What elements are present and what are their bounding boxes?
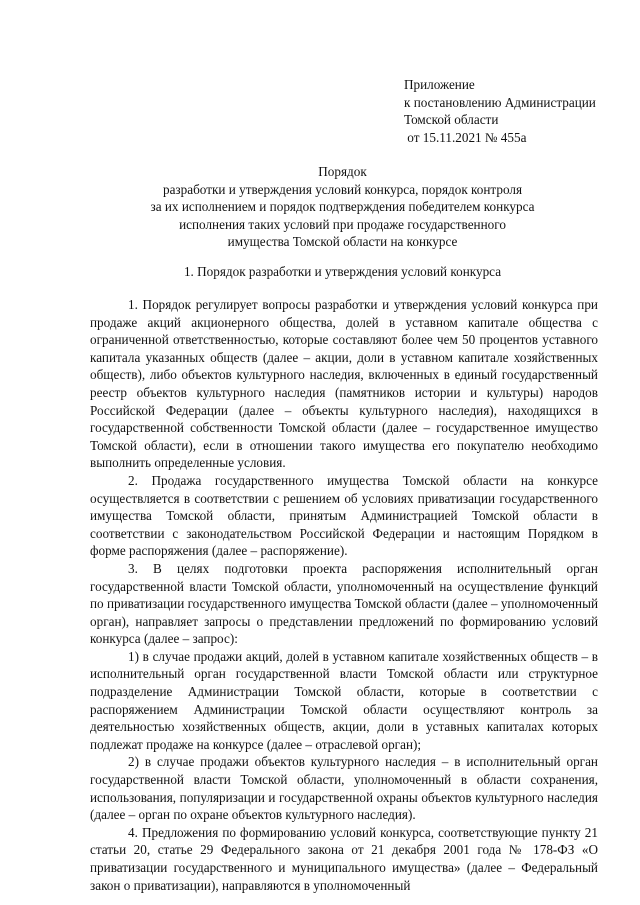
paragraph: 1) в случае продажи акций, долей в уставном капитале хозяйственных обществ – в исполнительный орган государственной власти Томской области или структурное подразделение Администрации Томской области, которые в соответствии с распоряжением Администрации Томской области осуществляют контроль за деятельностью хозяйственных обществ, акции, доли в уставных капиталах которых подлежат продаже на конкурсе (далее – отраслевой орган); xyxy=(90,648,598,752)
title-line: исполнения таких условий при продаже государственного xyxy=(179,216,506,232)
paragraph: 4. Предложения по формированию условий конкурса, соответствующие пункту 21 статьи 20, статье 29 Федерального закона от 21 декабря 2001 года № 178-ФЗ «О приватизации государственного и муниципального имущества» (далее – Федеральный закон о приватизации), направляются в уполномоченный xyxy=(90,824,598,893)
appendix-line: от 15.11.2021 № 455а xyxy=(404,129,527,145)
paragraph: 1. Порядок регулирует вопросы разработки и утверждения условий конкурса при продаже акций акционерного общества, долей в уставном капитале общества с ограниченной ответственностью, которые составляют более чем 50 процентов уставного капитала указанных обществ (далее – акции, доли в уставном капитале хозяйственных обществ), либо объектов культурного наследия, включенных в единый государственный реестр объектов культурного наследия (памятников истории и культуры) народов Российской Федерации (далее – объекты культурного наследия), находящихся в государственной собственности Томской области (далее – государственное имущество Томской области), если в отношении такого имущества его покупателю необходимо выполнить определенные условия. xyxy=(90,297,598,471)
title-line: разработки и утверждения условий конкурса, порядок контроля xyxy=(162,181,523,197)
document-body xyxy=(90,296,598,894)
paragraph: 2. Продажа государственного имущества Томской области на конкурсе осуществляется в соответствии с решением об условиях приватизации государственного имущества Томской области, принятым Администрацией Томской области в соответствии с законодательством Российской Федерации и настоящим Порядком в форме распоряжения (далее – распоряжение). xyxy=(90,472,598,559)
title-line: Порядок xyxy=(318,164,367,179)
title-line: имущества Томской области на конкурсе xyxy=(227,234,458,250)
appendix-line: Томской области xyxy=(404,112,499,128)
document-title xyxy=(90,163,595,251)
appendix-line: к постановлению Администрации xyxy=(404,94,596,110)
title-line: за их исполнением и порядок подтверждения победителем конкурса xyxy=(150,199,535,215)
appendix-header xyxy=(404,76,596,146)
appendix-line: Приложение xyxy=(404,77,475,92)
section-heading: 1. Порядок разработки и утверждения условий конкурса xyxy=(183,264,502,279)
paragraph: 3. В целях подготовки проекта распоряжения исполнительный орган государственной власти Томской области, уполномоченный на осуществление функций по приватизации государственного имущества Томской области (далее – уполномоченный орган), направляет запросы о представлении предложений по формированию условий конкурса (далее – запрос): xyxy=(90,560,599,647)
paragraph: 2) в случае продажи объектов культурного наследия – в исполнительный орган государственной власти Томской области, уполномоченный в области сохранения, использования, популяризации и государственной охраны объектов культурного наследия (далее – орган по охране объектов культурного наследия). xyxy=(90,754,598,823)
